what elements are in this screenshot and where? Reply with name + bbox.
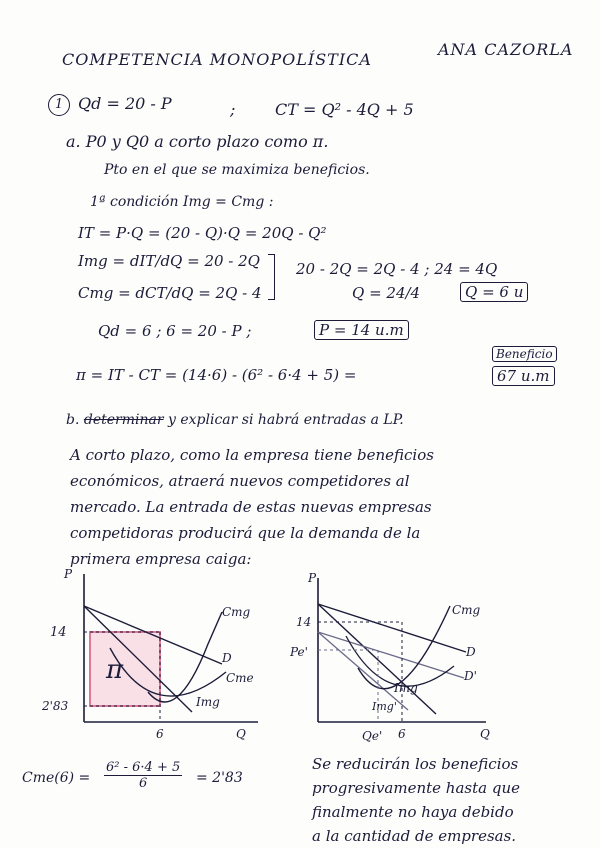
- demand-substitution: Qd = 6 ; 6 = 20 - P ;: [98, 322, 252, 340]
- price-result: P = 14 u.m: [314, 320, 409, 340]
- profit-result: 67 u.m: [492, 366, 555, 386]
- new-marginal-income-curve: [318, 632, 408, 710]
- cme-fraction: [104, 760, 182, 791]
- cme-lhs: Cme(6) =: [22, 770, 91, 786]
- paragraph-line: competidoras producirá que la demanda de la: [70, 524, 421, 542]
- new-img-label: Img': [372, 700, 397, 713]
- demand-label: D: [222, 651, 232, 665]
- solve-step2: Q = 24/4: [352, 284, 421, 302]
- part-b-heading: [66, 412, 404, 428]
- struck-word: determinar: [83, 412, 164, 428]
- cme-result: = 2'83: [196, 770, 243, 786]
- short-run-graph: [36, 566, 266, 746]
- income-equation: IT = P·Q = (20 - Q)·Q = 20Q - Q²: [78, 224, 327, 242]
- paragraph-line: A corto plazo, como la empresa tiene beneficios: [70, 446, 434, 464]
- conclusion-line: progresivamente hasta que: [312, 779, 520, 797]
- y-tick-14: 14: [50, 625, 67, 640]
- marginal-income-equation: Img = dIT/dQ = 20 - 2Q: [78, 252, 260, 270]
- problem-number: 1: [48, 94, 70, 116]
- conclusion-line: finalmente no haya debido: [312, 803, 514, 821]
- paragraph-line: económicos, atraerá nuevos competidores al: [70, 472, 410, 490]
- cme-numerator: 6² - 6·4 + 5: [106, 760, 181, 775]
- x-tick-6: 6: [156, 727, 164, 741]
- profit-equation: π = IT - CT = (14·6) - (6² - 6·4 + 5) =: [76, 366, 357, 384]
- bracket: [268, 254, 275, 300]
- part-a-line1: a. P0 y Q0 a corto plazo como π.: [66, 132, 329, 151]
- author-name: ANA CAZORLA: [438, 40, 574, 59]
- cmg-label: Cmg: [222, 605, 251, 619]
- cme-label: Cme: [226, 671, 254, 685]
- long-run-graph: [286, 570, 506, 750]
- part-b-label: b.: [66, 412, 84, 428]
- solve-step1: 20 - 2Q = 2Q - 4 ; 24 = 4Q: [296, 260, 498, 278]
- conclusion: [312, 752, 520, 848]
- y-tick-new-price: Pe': [290, 645, 308, 659]
- y-tick-14: 14: [296, 615, 312, 629]
- x-tick-6: 6: [398, 727, 406, 741]
- demand-equation: Qd = 20 - P: [78, 94, 172, 113]
- img-label: Img: [196, 695, 220, 709]
- equation-separator: ;: [230, 100, 236, 119]
- demand-curve: [318, 604, 466, 652]
- y-axis-label: P: [64, 567, 73, 581]
- x-axis-label: Q: [480, 727, 490, 741]
- marginal-cost-curve: [358, 606, 450, 689]
- y-tick-283: 2'83: [42, 699, 69, 713]
- part-b-heading-rest: y explicar si habrá entradas a LP.: [168, 412, 404, 428]
- img-label: Img: [394, 681, 418, 695]
- paragraph-line: primera empresa caiga:: [70, 550, 252, 568]
- x-tick-new-quantity: Qe': [362, 729, 383, 743]
- x-axis-label: Q: [236, 727, 246, 741]
- part-b-paragraph: [70, 442, 434, 572]
- cmg-label: Cmg: [452, 603, 481, 617]
- cme-denominator: 6: [138, 776, 148, 791]
- part-a-line2: Pto en el que se maximiza beneficios.: [104, 162, 370, 178]
- new-demand-label: D': [464, 669, 477, 683]
- conclusion-line: Se reducirán los beneficios: [312, 755, 519, 773]
- profit-symbol: π: [106, 655, 124, 685]
- conclusion-line: a la cantidad de empresas.: [312, 827, 517, 845]
- paragraph-line: mercado. La entrada de estas nuevas empresas: [70, 498, 432, 516]
- page-title: COMPETENCIA MONOPOLÍSTICA: [62, 50, 372, 69]
- marginal-income-curve: [318, 604, 436, 714]
- profit-label: Beneficio: [492, 346, 557, 362]
- first-condition: 1ª condición Img = Cmg :: [90, 194, 274, 210]
- marginal-cost-equation: Cmg = dCT/dQ = 2Q - 4: [78, 284, 262, 302]
- cost-equation: CT = Q² - 4Q + 5: [275, 100, 414, 119]
- profit-area: [90, 632, 160, 706]
- demand-label: D: [466, 645, 476, 659]
- y-axis-label: P: [308, 571, 317, 585]
- quantity-result: Q = 6 u: [460, 282, 528, 302]
